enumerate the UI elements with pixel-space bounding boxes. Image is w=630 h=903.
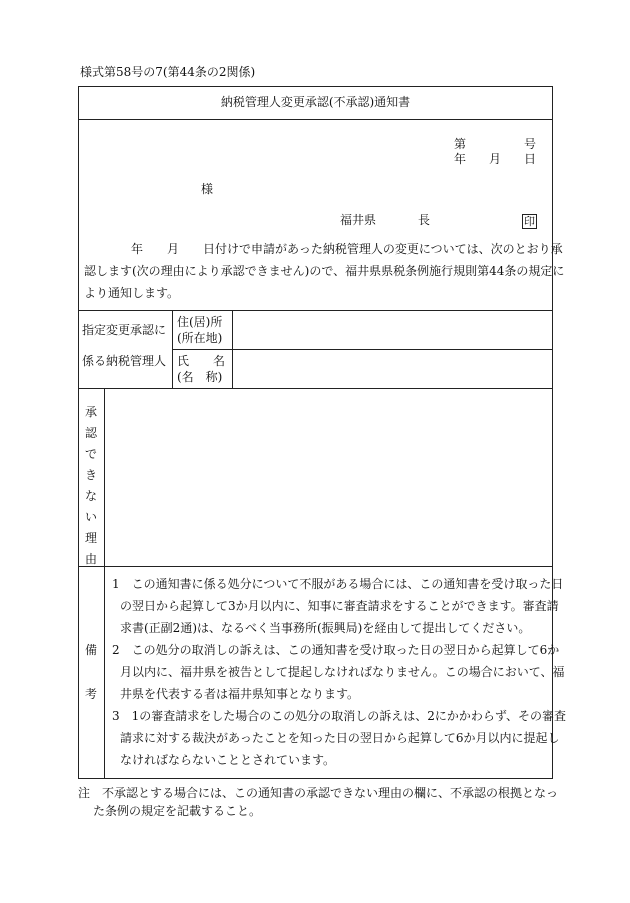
reason-field[interactable] <box>108 392 549 562</box>
rule-address-bottom <box>172 349 553 350</box>
date-month: 月 <box>489 152 502 166</box>
remark-2-line-2: 月以内に、福井県を被告として提起しなければなりません。この場合において、福 <box>120 665 565 679</box>
seal-label: 印 <box>524 215 535 228</box>
reason-char: き <box>84 468 97 482</box>
remark-3-line-2: 請求に対する裁決があったことを知った日の翌日から起算して6か月以内に提起し <box>120 731 560 745</box>
note-line-2: た条例の規定を記載すること。 <box>93 804 262 818</box>
remark-3-line-3: なければならないこととされています。 <box>120 753 336 767</box>
reason-label <box>78 402 104 570</box>
remarks-label-1: 備 <box>85 643 98 657</box>
intro-line-1: 年 月 日付けで申請があった納税管理人の変更については、次のとおり承 <box>131 242 563 256</box>
reason-char: 承 <box>84 405 97 419</box>
reason-char: 認 <box>84 426 97 440</box>
seal-mark <box>522 210 537 229</box>
manager-section-label-2: 係る納税管理人 <box>82 354 167 368</box>
rule-manager-label-right <box>172 310 173 388</box>
reason-char: 理 <box>84 531 97 545</box>
rule-manager-field-left <box>232 310 233 388</box>
date-year: 年 <box>454 152 467 166</box>
rule-title-bottom <box>78 119 553 120</box>
address-field[interactable] <box>236 313 548 345</box>
issuer-title: 長 <box>418 213 431 227</box>
remark-1-line-1: 1 この通知書に係る処分について不服がある場合には、この通知書を受け取った日 <box>112 577 564 591</box>
remark-1-line-2: の翌日から起算して3か月以内に、知事に審査請求をすることができます。審査請 <box>120 599 559 613</box>
reason-char: で <box>84 447 97 461</box>
remark-2-line-3: 井県を代表する者は福井県知事となります。 <box>120 687 360 701</box>
name-field[interactable] <box>236 352 548 384</box>
addressee-suffix: 様 <box>201 182 214 196</box>
issuer-org: 福井県 <box>340 213 377 227</box>
manager-section-label-1: 指定変更承認に <box>82 323 167 337</box>
rule-reason-bottom <box>78 566 553 567</box>
remark-2-line-1: 2 この処分の取消しの訴えは、この通知書を受け取った日の翌日から起算して6か <box>112 643 560 657</box>
number-prefix: 第 <box>454 137 467 151</box>
name-label-1: 氏 名 <box>177 354 226 368</box>
name-label-2: (名 称) <box>177 370 223 384</box>
address-label-2: (所在地) <box>177 331 223 345</box>
rule-manager-bottom <box>78 388 553 389</box>
rule-body-bottom <box>78 310 553 311</box>
reason-char: な <box>84 489 97 503</box>
remark-1-line-3: 求書(正副2通)は、なるべく当事務所(振興局)を経由して提出してください。 <box>120 621 531 635</box>
intro-line-2: 認します(次の理由により承認できません)ので、福井県県税条例施行規則第44条の規定に <box>84 264 565 278</box>
note-line-1: 注 不承認とする場合には、この通知書の承認できない理由の欄に、不承認の根拠となっ <box>78 786 559 800</box>
number-suffix: 号 <box>524 137 537 151</box>
intro-line-3: より通知します。 <box>84 286 180 300</box>
remarks-label-2: 考 <box>85 687 98 701</box>
reason-char: い <box>84 510 97 524</box>
form-title: 納税管理人変更承認(不承認)通知書 <box>220 95 411 109</box>
form-number: 様式第58号の7(第44条の2関係) <box>80 65 256 79</box>
reason-char: 由 <box>84 552 97 566</box>
rule-side-label-right <box>104 388 105 779</box>
address-label-1: 住(居)所 <box>177 315 223 329</box>
remark-3-line-1: 3 1の審査請求をした場合のこの処分の取消しの訴えは、2にかかわらず、その審査 <box>112 709 566 723</box>
date-day: 日 <box>524 152 537 166</box>
